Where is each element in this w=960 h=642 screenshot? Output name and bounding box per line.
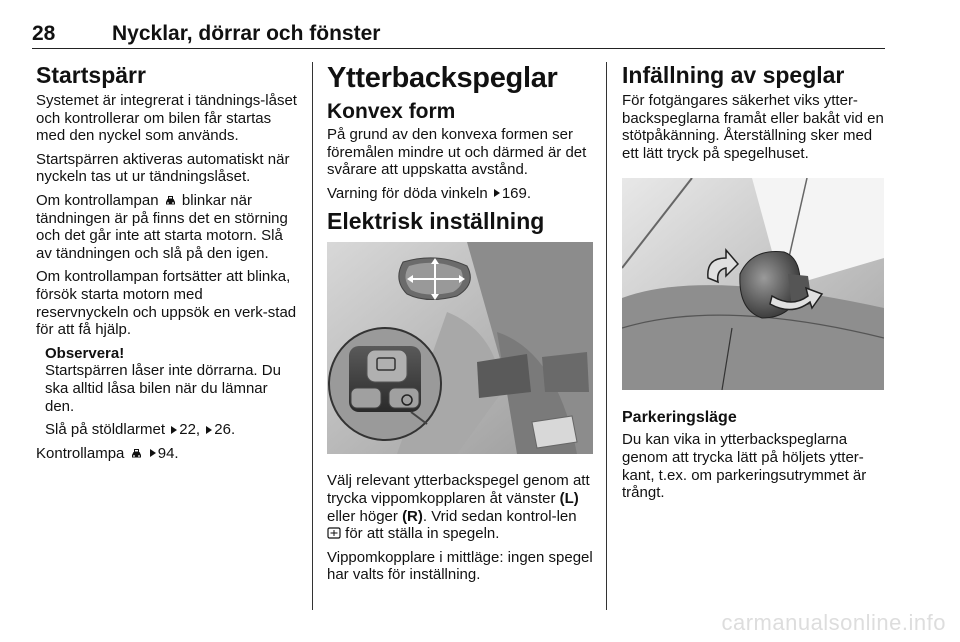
column-divider: [606, 62, 607, 610]
text: för att ställa in spegeln.: [345, 525, 500, 543]
column-infallning: [622, 62, 888, 508]
page-number: 28: [32, 22, 56, 45]
left-label: (L): [559, 489, 579, 507]
section-heading: Ytterbackspeglar: [327, 62, 558, 94]
note-title: Observera!: [45, 344, 125, 362]
car-key-lamp-icon: [165, 196, 176, 206]
paragraph: [327, 472, 593, 542]
mirror-folding-illustration: [622, 178, 884, 390]
text: Varning för döda vinkeln: [327, 184, 488, 202]
page-ref-arrow-icon: [171, 426, 177, 434]
text: blinkar när tändningen är på finns det en störning och det går inte att starta motorn. Slå av tändningen och slå på den igen.: [36, 191, 288, 262]
subheading: Elektrisk inställning: [327, 208, 545, 235]
section-heading: Infällning av speglar: [622, 62, 845, 88]
chapter-title: Nycklar, dörrar och fönster: [112, 22, 381, 45]
mirror-switch-image: [327, 242, 593, 454]
mirror-folding-image: [622, 178, 884, 390]
paragraph: [36, 445, 298, 463]
paragraph: [36, 192, 298, 262]
mirror-switch-illustration: [327, 242, 593, 454]
note-box: [45, 345, 298, 439]
note-reference: [45, 421, 298, 439]
right-label: (R): [402, 507, 423, 525]
text: Om kontrollampan: [36, 191, 159, 209]
page-header: [32, 22, 885, 49]
column-ytterbackspeglar: [327, 62, 593, 590]
page-ref-arrow-icon: [206, 426, 212, 434]
paragraph: Systemet är integrerat i tändnings-låset och kontrollerar om bilen får startas med den nyckel som används.: [36, 92, 297, 145]
paragraph: [327, 185, 593, 203]
paragraph: Vippomkopplare i mittläge: ingen spegel har valts för inställning.: [327, 548, 593, 584]
paragraph: Om kontrollampan fortsätter att blinka, försök starta motorn med reservnyckeln och uppsök en verk-stad för att få hjälp.: [36, 268, 297, 339]
page-ref[interactable]: 26.: [214, 421, 236, 439]
subheading: Parkeringsläge: [622, 409, 737, 427]
paragraph: Startspärren aktiveras automatiskt när nyckeln tas ut ur tändningslåset.: [36, 150, 290, 186]
column-startsparr: [36, 62, 298, 468]
subheading: Konvex form: [327, 100, 456, 123]
paragraph: Du kan vika in ytterbackspeglarna genom att trycka lätt på höljets ytter-kant, t.ex. om parkeringsutrymmet är trångt.: [622, 431, 867, 502]
car-key-lamp-icon: [131, 449, 142, 459]
text: Kontrollampa: [36, 444, 125, 462]
page-ref[interactable]: 22,: [179, 421, 201, 439]
note-text: Startspärren låser inte dörrarna. Du ska alltid låsa bilen när du lämnar den.: [45, 362, 281, 415]
column-divider: [312, 62, 313, 610]
text: . Vrid sedan kontrol-len: [422, 507, 577, 525]
watermark: carmanualsonline.info: [721, 610, 946, 635]
text: eller höger: [327, 507, 398, 525]
page-ref-arrow-icon: [150, 449, 156, 457]
page-ref[interactable]: 169.: [501, 184, 532, 202]
paragraph: För fotgängares säkerhet viks ytter-backspeglarna framåt eller bakåt vid en stötpåkänning. Återställning sker med ett lätt tryck på spegelhuset.: [622, 92, 884, 162]
text: Slå på stöldlarmet: [45, 421, 166, 439]
page-ref[interactable]: 94.: [157, 444, 179, 462]
page-ref-arrow-icon: [494, 189, 500, 197]
text: Välj relevant ytterbackspegel genom att trycka vippomkopplaren åt vänster: [327, 472, 590, 507]
mirror-adjust-icon: [327, 527, 341, 539]
paragraph: På grund av den konvexa formen ser föremålen mindre ut och därmed är det svårare att uppskatta avstånd.: [327, 126, 587, 179]
section-heading: Startspärr: [36, 62, 146, 88]
